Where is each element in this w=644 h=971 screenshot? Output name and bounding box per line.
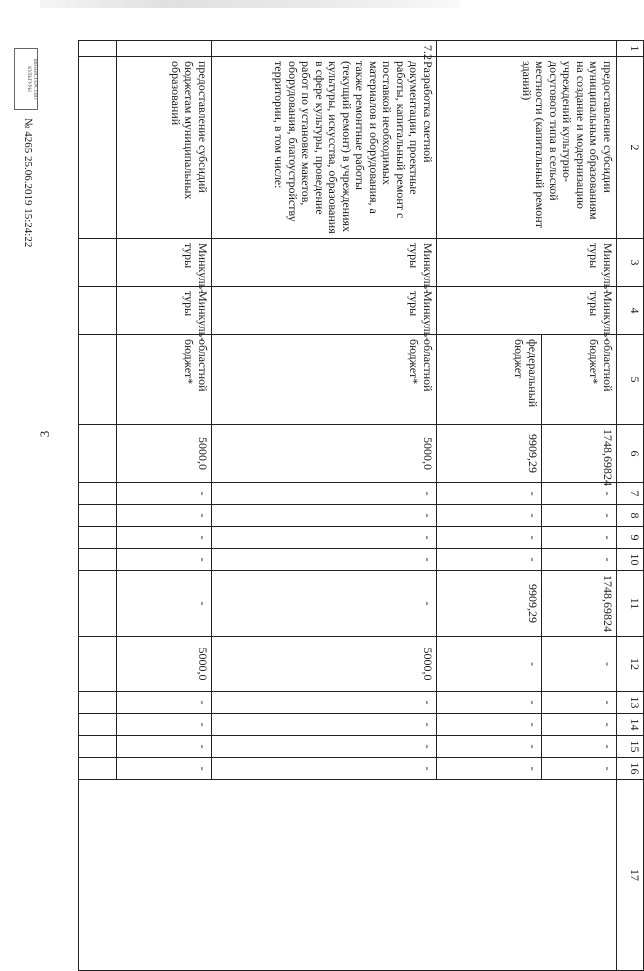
column-number: 16 (617, 758, 644, 780)
rotated-document (22, 40, 644, 890)
column-number: 5 (617, 335, 644, 425)
empty-cell (79, 637, 117, 692)
empty-cell (79, 571, 117, 637)
executor: Минкуль-туры (437, 239, 617, 287)
total-amount: 5000,0 (212, 425, 437, 483)
funding-source: областной бюджет* (117, 335, 212, 425)
scan-noise (40, 0, 460, 8)
year-value: - (437, 483, 542, 505)
empty-cell (79, 692, 117, 714)
column-number: 9 (617, 527, 644, 549)
year-value: - (542, 736, 617, 758)
row-number (437, 41, 617, 57)
total-amount: 1748,69824 (542, 425, 617, 483)
table-row (542, 41, 617, 971)
column-number: 3 (617, 239, 644, 287)
executor: Минкуль-туры (212, 239, 437, 287)
row-number: 7.2 (212, 41, 437, 57)
column-number: 12 (617, 637, 644, 692)
year-value: - (117, 758, 212, 780)
empty-cell (79, 287, 117, 335)
year-value: - (437, 736, 542, 758)
measure-description: предоставление субсидии муниципальным образованиям на создание и модернизацию учреждений культурно-досугового типа в сельской местности (капитальный ремонт зданий) (437, 57, 617, 239)
year-value: - (542, 758, 617, 780)
column-number: 15 (617, 736, 644, 758)
program-table (78, 40, 644, 971)
empty-cell (79, 425, 117, 483)
column-number: 10 (617, 549, 644, 571)
year-value: - (212, 483, 437, 505)
empty-cell (79, 714, 117, 736)
year-value: - (212, 549, 437, 571)
year-value: - (117, 549, 212, 571)
empty-cell (79, 57, 117, 239)
year-value: - (212, 736, 437, 758)
year-value: - (212, 527, 437, 549)
empty-cell (79, 505, 117, 527)
empty-cell (79, 239, 117, 287)
empty-cell (79, 549, 117, 571)
column-number: 4 (617, 287, 644, 335)
year-value: - (117, 692, 212, 714)
year-value: - (542, 483, 617, 505)
column-number: 11 (617, 571, 644, 637)
year-value: 5000,0 (117, 637, 212, 692)
year-value: - (212, 505, 437, 527)
empty-cell (79, 736, 117, 758)
year-value: 9909,29 (437, 571, 542, 637)
year-value: - (117, 571, 212, 637)
column-number: 2 (617, 57, 644, 239)
page-number: 3 (37, 430, 52, 438)
year-value: - (437, 505, 542, 527)
year-value: - (117, 714, 212, 736)
funding-source: областной бюджет* (212, 335, 437, 425)
registration-number: № 4265 25.06.2019 15:24:22 (22, 118, 34, 248)
year-value: - (117, 736, 212, 758)
column-number: 14 (617, 714, 644, 736)
year-value: - (212, 692, 437, 714)
row-number (117, 41, 212, 57)
year-value: 5000,0 (212, 637, 437, 692)
funding-source: областной бюджет* (542, 335, 617, 425)
total-amount: 9909,29 (437, 425, 542, 483)
year-value: - (212, 758, 437, 780)
year-value: - (542, 714, 617, 736)
empty-cell (79, 483, 117, 505)
year-value: - (437, 549, 542, 571)
year-value: - (542, 692, 617, 714)
notes-cell (79, 780, 617, 971)
year-value: 1748,69824 (542, 571, 617, 637)
measure-description: предоставление субсидий бюджетам муниципальных образований (117, 57, 212, 239)
funding-source: федеральный бюджет (437, 335, 542, 425)
year-value: - (117, 527, 212, 549)
year-value: - (212, 714, 437, 736)
empty-cell (79, 41, 117, 57)
measure-description: Разработка сметной документации, проектные работы, капитальный ремонт с поставкой необходимых материалов и оборудования, а также ремонтные работы (текущий ремонт) в учреждениях культуры, искусства, образования в сфере культуры, проведение работ по установке макетов, оборудования, благоустройству территории, в том числе: (212, 57, 437, 239)
year-value: - (117, 483, 212, 505)
column-number: 6 (617, 425, 644, 483)
registration-footer (12, 48, 42, 888)
year-value: - (542, 637, 617, 692)
year-value: - (437, 758, 542, 780)
column-number: 17 (617, 780, 644, 971)
year-value: - (542, 549, 617, 571)
total-amount: 5000,0 (117, 425, 212, 483)
year-value: - (437, 637, 542, 692)
year-value: - (542, 527, 617, 549)
empty-cell (79, 527, 117, 549)
empty-cell (79, 335, 117, 425)
year-value: - (437, 714, 542, 736)
year-value: - (542, 505, 617, 527)
registration-stamp: МИНИСТЕРСТВО КУЛЬТУРЫ (14, 48, 38, 110)
year-value: - (437, 527, 542, 549)
column-number: 13 (617, 692, 644, 714)
column-number: 1 (617, 41, 644, 57)
executor: Минкуль-туры (117, 239, 212, 287)
coexecutor: Минкуль-туры (437, 287, 617, 335)
coexecutor: Минкуль-туры (212, 287, 437, 335)
coexecutor: Минкуль-туры (117, 287, 212, 335)
year-value: - (117, 505, 212, 527)
empty-cell (79, 758, 117, 780)
year-value: - (212, 571, 437, 637)
column-number: 7 (617, 483, 644, 505)
year-value: - (437, 692, 542, 714)
column-number: 8 (617, 505, 644, 527)
column-number-row (617, 41, 644, 971)
